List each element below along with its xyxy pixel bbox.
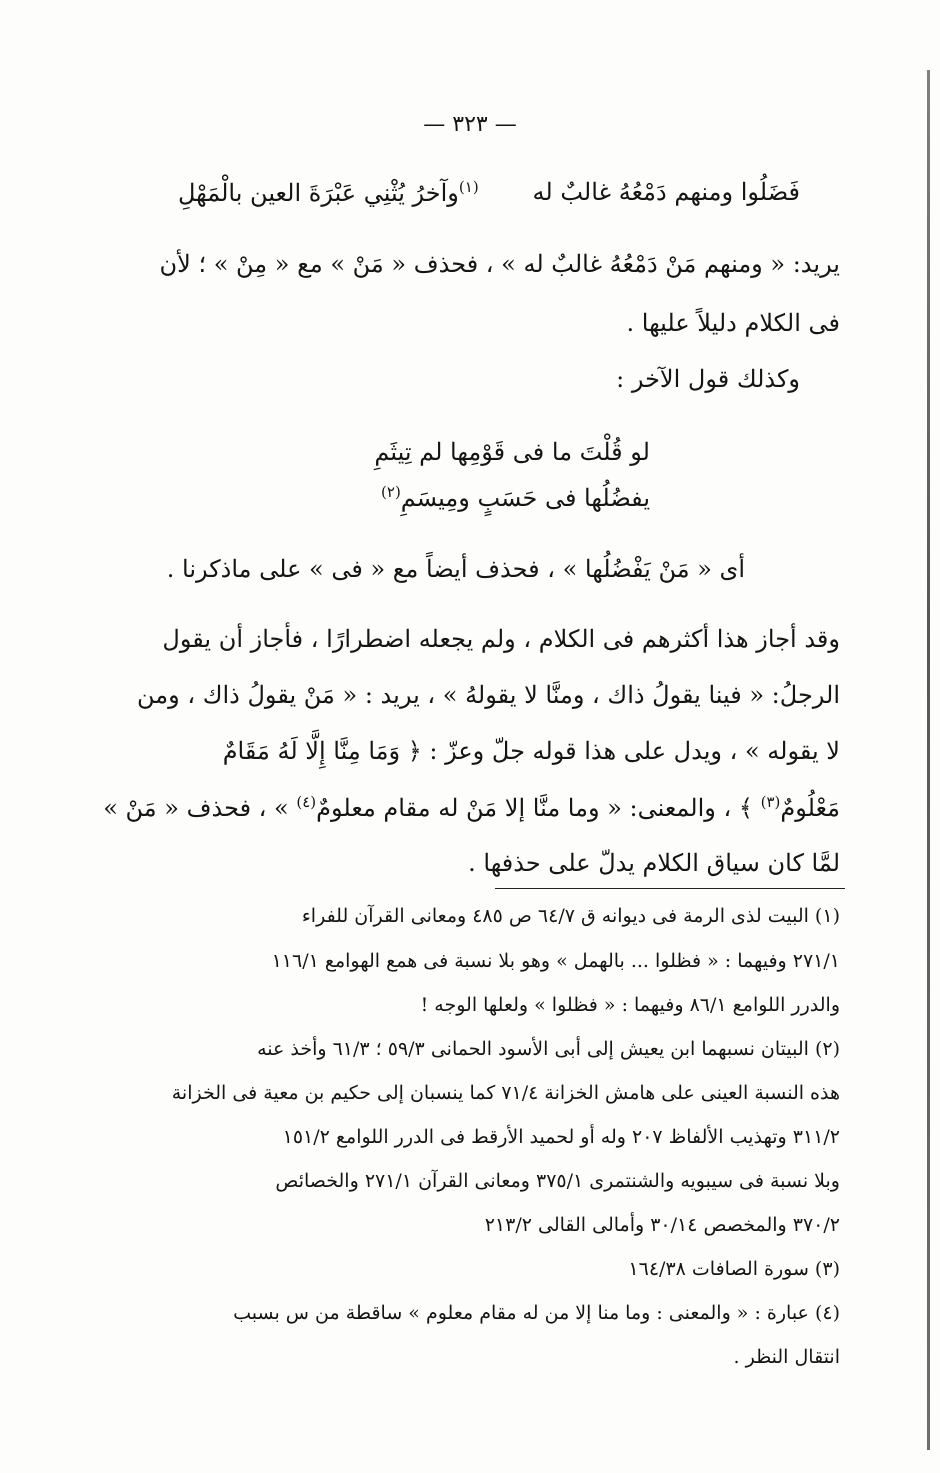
footnote-2-line5: ٣٧٠/٢ والمخصص ٣٠/١٤ وأمالى القالى ٢١٣/٢ (484, 1214, 840, 1236)
footnote-2-line3: ٣١١/٢ وتهذيب الألفاظ ٢٠٧ وله أو لحميد الأرقط فى الدرر اللوامع ١٥١/٢ (282, 1126, 840, 1148)
footnote-1-line3: والدرر اللوامع ٨٦/١ وفيهما : « فظلوا » ولعلها الوجه ! (420, 994, 840, 1016)
footnote-2-line2: هذه النسبة العينى على هامش الخزانة ٧١/٤ كما ينسبان إلى حكيم بن معية فى الخزانة (171, 1082, 840, 1104)
footnote-1-line1: (١) البيت لذى الرمة فى ديوانه ق ٦٤/٧ ص ٤٨٥ ومعانى القرآن للفراء (301, 905, 840, 927)
footnote-ref-1: (١) (458, 178, 479, 196)
para1-line1: يريد: « ومنهم مَنْ دَمْعُهُ غالبٌ له » ، فحذف « مَنْ » مع « مِنْ » ؛ لأن (159, 250, 840, 278)
para3-line5: لمَّا كان سياق الكلام يدلّ على حذفها . (468, 849, 840, 877)
footnote-ref-3: (٣) (760, 793, 781, 811)
footnote-divider (495, 888, 845, 889)
footnote-ref-4: (٤) (296, 793, 317, 811)
footnote-1-line2: ٢٧١/١ وفيهما : « فظلوا ... بالهمل » وهو بلا نسبة فى همع الهوامع ١١٦/١ (271, 950, 840, 972)
footnote-ref-2: (٢) (381, 483, 401, 501)
para2-line: أى « مَنْ يَفْضُلُها » ، فحذف أيضاً مع « فى » على ماذكرنا . (166, 555, 745, 583)
intro-line: وكذلك قول الآخر : (616, 365, 800, 393)
verse1-left-hemistich: $^{(١)}$وآخرُ يُثْنِي عَبْرَةَ العين بالْمَهْلِ (178, 178, 479, 207)
verse2-line1: لو قُلْتَ ما فى قَوْمِها لم تِيثَمِ (374, 438, 650, 466)
para1-line2: فى الكلام دليلاً عليها . (626, 309, 840, 337)
footnote-2-line1: (٢) البيتان نسبهما ابن يعيش إلى أبى الأسود الحمانى ٥٩/٣ ؛ ٦١/٣ وأخذ عنه (257, 1038, 840, 1060)
page-spine-edge (927, 70, 930, 1450)
footnote-3-line1: (٣) سورة الصافات ١٦٤/٣٨ (628, 1258, 840, 1280)
verse1-right-hemistich: فَضَلُوا ومنهم دَمْعُهُ غالبٌ له (532, 178, 800, 206)
footnote-2-line4: وبلا نسبة فى سيبويه والشنتمرى ٣٧٥/١ ومعانى القرآن ٢٧١/١ والخصائص (275, 1170, 840, 1192)
para3-line1: وقد أجاز هذا أكثرهم فى الكلام ، ولم يجعله اضطرارًا ، فأجاز أن يقول (162, 625, 840, 653)
footnote-4-line2: انتقال النظر . (733, 1346, 840, 1368)
page-number: — ٣٢٣ — (423, 112, 517, 137)
footnote-4-line1: (٤) عبارة : « والمعنى : وما منا إلا من له مقام معلوم » ساقطة من س بسبب (233, 1302, 840, 1324)
para3-line4: مَعْلُومٌ$^{(٣)}$ ﴾ ، والمعنى: « وما منَّا إلا مَنْ له مقام معلومٌ$^{(٤)}$ » ، فحذف « مَنْ » (103, 793, 840, 822)
verse2-line2: يفضُلُها فى حَسَبٍ ومِيسَمِ$^{(٢)}$ (381, 483, 650, 512)
para3-line2: الرجلُ: « فينا يقولُ ذاك ، ومنَّا لا يقولهُ » ، يريد : « مَنْ يقولُ ذاك ، ومن (137, 681, 840, 709)
para3-line3: لا يقوله » ، ويدل على هذا قوله جلّ وعزّ : ﴿ وَمَا مِنَّا إِلَّا لَهُ مَقَامٌ (222, 737, 840, 765)
